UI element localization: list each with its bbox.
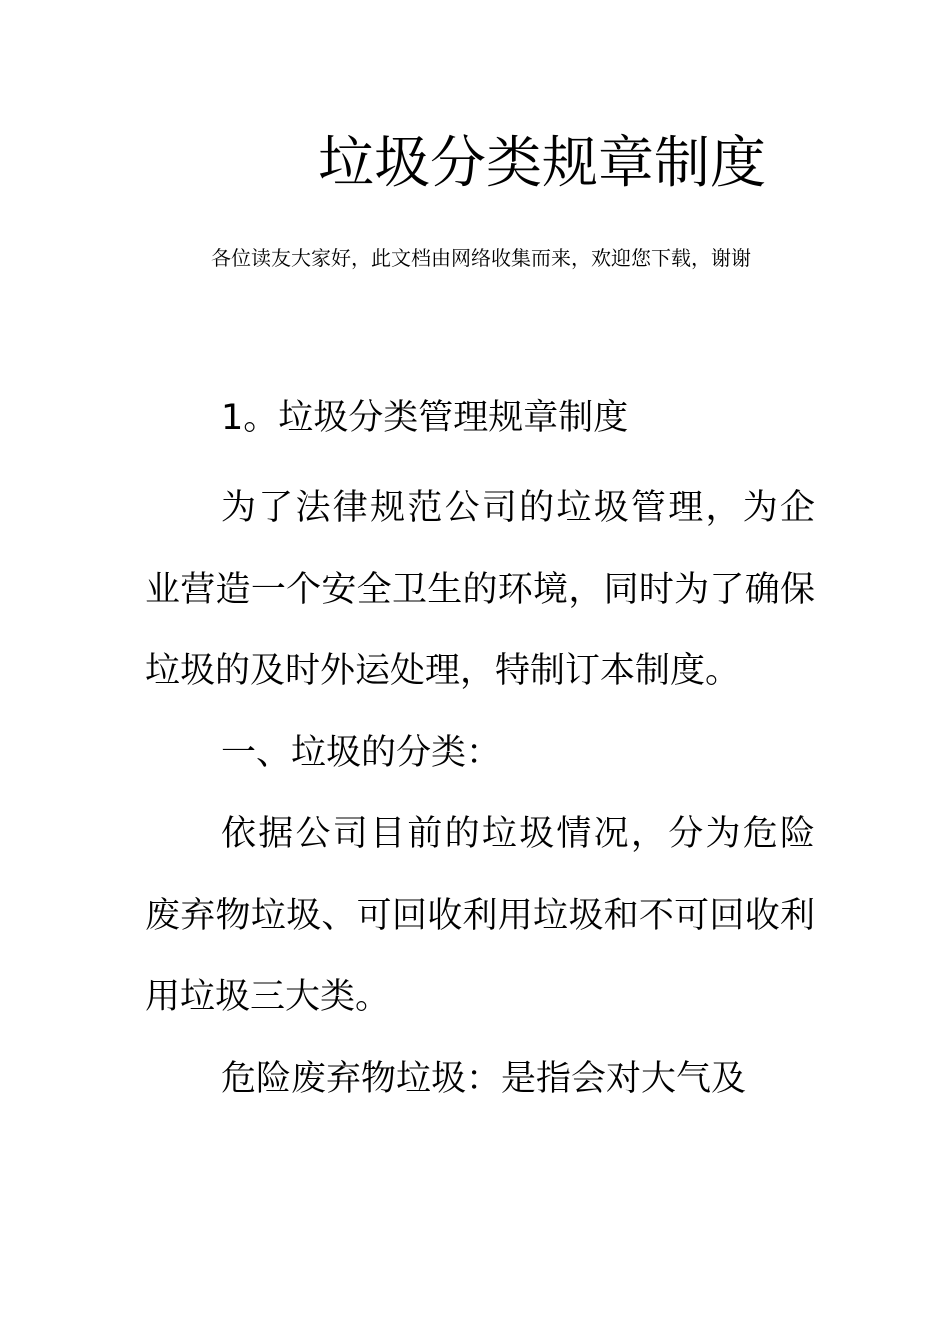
intro-note: 各位读友大家好，此文档由网络收集而来，欢迎您下载，谢谢 [211, 246, 751, 270]
section-heading-classification: 一、垃圾的分类： [221, 732, 502, 773]
paragraph-hazardous-waste: 危险废弃物垃圾：是指会对大气及 [221, 1058, 747, 1099]
paragraph-classification: 依据公司目前的垃圾情况，分为危险废弃物垃圾、可回收利用垃圾和不可回收利用垃圾三大类。 [145, 814, 815, 1017]
paragraph-purpose: 为了法律规范公司的垃圾管理，为企业营造一个安全卫生的环境，同时为了确保垃圾的及时外运处理，特制订本制度。 [145, 488, 815, 691]
document-title: 垃圾分类规章制度 [318, 131, 766, 196]
heading-spacer [145, 444, 815, 468]
document-body [145, 392, 815, 1120]
subtitle-heading: 1。垃圾分类管理规章制度 [221, 398, 629, 438]
